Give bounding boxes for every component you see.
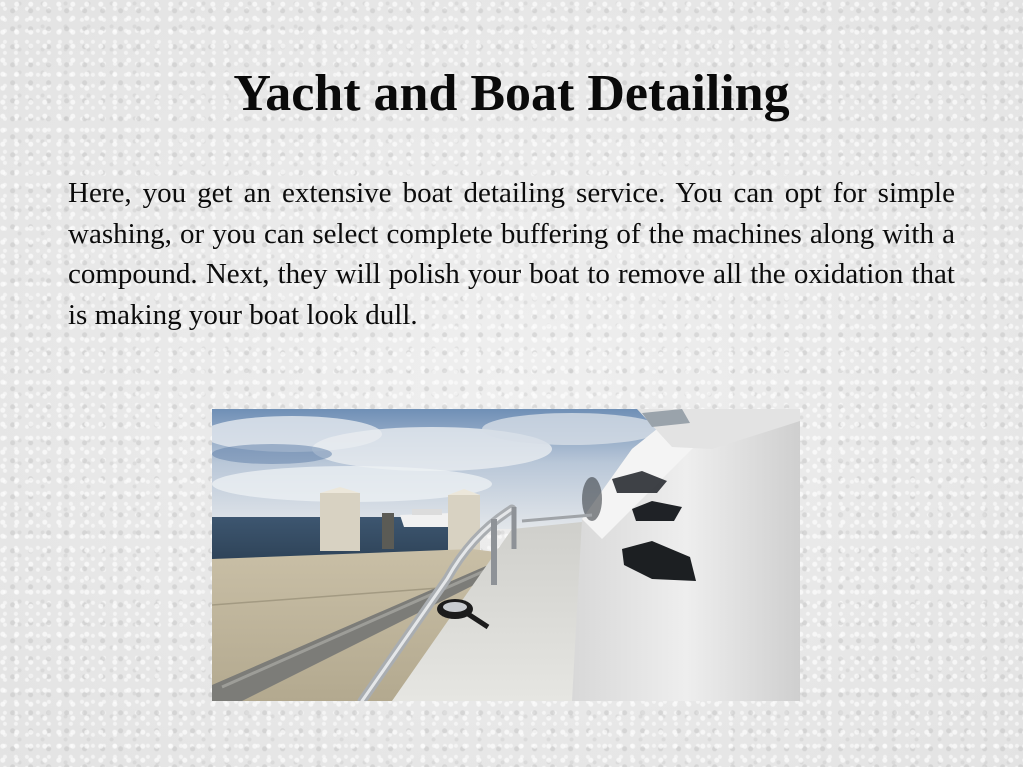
slide-paragraph: Here, you get an extensive boat detailing service. You can opt for simple washing, or you can select complete buffering of the machines along with a compound. Next, they will polish your boat to remove all the oxidation that is making your boat look dull.	[68, 177, 955, 331]
yacht-deck-photo	[212, 409, 800, 701]
slide-title: Yacht and Boat Detailing	[233, 65, 790, 122]
